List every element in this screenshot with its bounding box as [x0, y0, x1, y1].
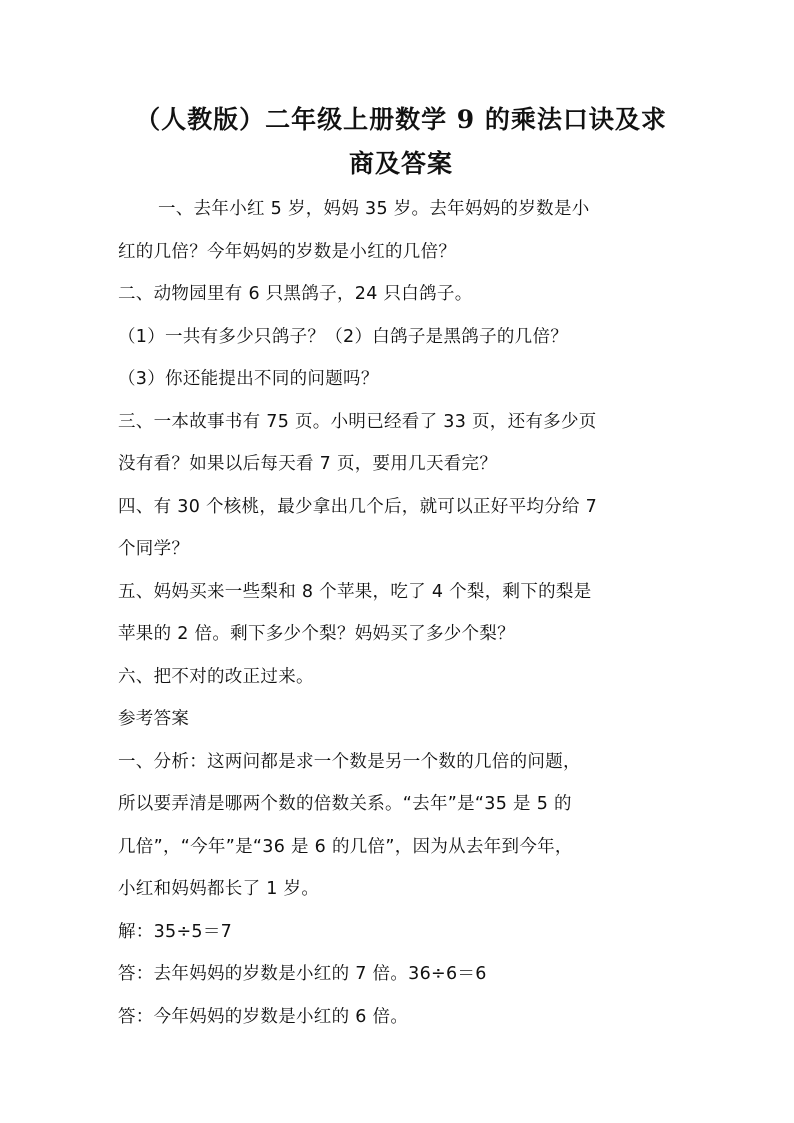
title-line-2: 商及答案 — [348, 149, 453, 178]
answer-1-line-3: 几倍”，“今年”是“36 是 6 的几倍”，因为从去年到今年， — [118, 836, 573, 857]
question-1-line-2: 红的几倍？今年妈妈的岁数是小红的几倍？ — [118, 241, 457, 262]
answer-1-line-1: 一、分析：这两问都是求一个数是另一个数的几倍的问题， — [118, 751, 581, 772]
document-title — [118, 98, 684, 186]
title-line-1: （人教版）二年级上册数学 9 的乘法口诀及求 — [135, 105, 667, 134]
answer-1-solution: 解：35÷5＝7 — [118, 921, 233, 942]
question-5-line-2: 苹果的 2 倍。剩下多少个梨？妈妈买了多少个梨？ — [118, 624, 515, 644]
question-2-line-1: 二、动物园里有 6 只黑鸽子，24 只白鸽子。 — [118, 284, 473, 304]
question-5-line-1: 五、妈妈买来一些梨和 8 个苹果，吃了 4 个梨，剩下的梨是 — [118, 581, 592, 602]
answer-1-result-1: 答：去年妈妈的岁数是小红的 7 倍。36÷6＝6 — [118, 964, 487, 984]
answers-heading: 参考答案 — [118, 709, 190, 729]
question-2-line-3: （3）你还能提出不同的问题吗？ — [118, 369, 379, 389]
question-4-line-2: 个同学？ — [118, 539, 190, 559]
question-6-line-1: 六、把不对的改正过来。 — [118, 666, 314, 687]
question-3-line-2: 没有看？如果以后每天看 7 页，要用几天看完？ — [118, 454, 498, 474]
question-3-line-1: 三、一本故事书有 75 页。小明已经看了 33 页，还有多少页 — [118, 411, 597, 432]
answer-1-line-4: 小红和妈妈都长了 1 岁。 — [118, 879, 320, 899]
question-1-line-1: 一、去年小红 5 岁，妈妈 35 岁。去年妈妈的岁数是小 — [158, 199, 590, 219]
answer-1-result-2: 答：今年妈妈的岁数是小红的 6 倍。 — [118, 1006, 409, 1027]
answer-1-line-2: 所以要弄清是哪两个数的倍数关系。“去年”是“35 是 5 的 — [118, 794, 572, 814]
question-4-line-1: 四、有 30 个核桃，最少拿出几个后，就可以正好平均分给 7 — [118, 496, 598, 517]
question-2-line-2: （1）一共有多少只鸽子？（2）白鸽子是黑鸽子的几倍？ — [118, 326, 569, 347]
